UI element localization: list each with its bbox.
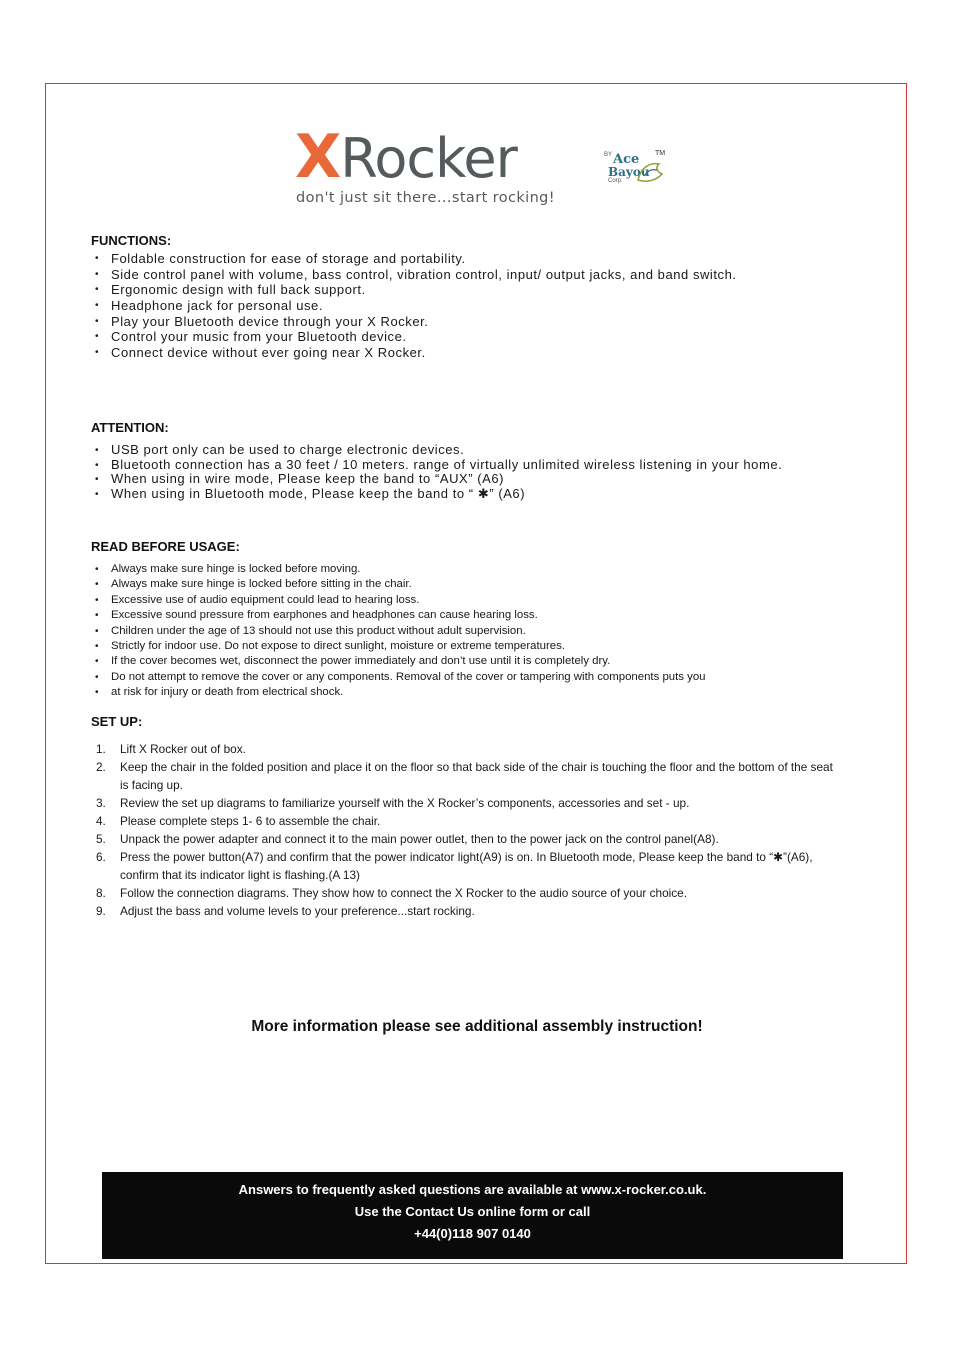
bullet-icon: •	[95, 445, 100, 456]
bullet-icon: •	[95, 331, 100, 343]
logo-by: BY	[604, 152, 613, 158]
bullet-icon: •	[95, 284, 100, 296]
bullet-icon: •	[95, 474, 100, 485]
read-before-usage-list	[95, 562, 706, 701]
list-item: 3. Review the set up diagrams to familiarize yourself with the X Rocker’s components, accessories and set - up.	[96, 796, 690, 810]
footer-phone: +44(0)118 907 0140	[414, 1226, 531, 1241]
list-item: • When using in wire mode, Please keep the band to “AUX” (A6)	[95, 471, 505, 486]
x-rocker-logo	[295, 122, 675, 210]
bullet-icon: •	[95, 687, 99, 699]
list-item: • Children under the age of 13 should not use this product without adult supervision.	[95, 624, 706, 639]
set-up-steps	[96, 740, 840, 920]
list-item: 4. Please complete steps 1- 6 to assemble the chair.	[96, 814, 381, 828]
functions-list	[95, 251, 737, 361]
list-item: • Control your music from your Bluetooth device.	[95, 329, 407, 345]
list-item: • Foldable construction for ease of storage and portability.	[95, 251, 466, 266]
list-item: • When using in Bluetooth mode, Please keep the band to “ ✱” (A6)	[95, 485, 526, 501]
logo-wordmark: XRocker	[295, 122, 517, 192]
list-item: • Always make sure hinge is locked before sitting in the chair.	[95, 577, 706, 592]
bullet-icon: •	[95, 564, 99, 575]
attention-list	[95, 443, 782, 501]
list-item: • USB port only can be used to charge electronic devices.	[95, 442, 465, 457]
set-up-heading: SET UP:	[91, 714, 143, 729]
bullet-icon: •	[95, 268, 100, 280]
list-item: • If the cover becomes wet, disconnect the power immediately and don’t use until it is completely dry.	[95, 654, 706, 669]
list-item: • Excessive sound pressure from earphones and headphones can cause hearing loss.	[95, 608, 706, 623]
list-item: • Do not attempt to remove the cover or any components. Removal of the cover or tampering with components puts you	[95, 670, 706, 685]
list-item: 8. Follow the connection diagrams. They show how to connect the X Rocker to the audio source of your choice.	[96, 886, 687, 900]
attention-heading: ATTENTION:	[91, 420, 169, 435]
list-item: • Side control panel with volume, bass control, vibration control, input/ output jacks, and band switch.	[95, 266, 737, 282]
list-item: • Bluetooth connection has a 30 feet / 10 meters. range of virtually unlimited wireless listening in your home.	[95, 456, 783, 472]
bullet-icon: •	[95, 459, 100, 471]
footer-faq-line: Answers to frequently asked questions are available at www.x-rocker.co.uk.	[238, 1182, 707, 1197]
bullet-icon: •	[95, 300, 100, 312]
list-item: 1. Lift X Rocker out of box.	[96, 742, 246, 756]
bullet-icon: •	[95, 579, 99, 591]
list-item: • Strictly for indoor use. Do not expose to direct sunlight, moisture or extreme temperatures.	[95, 639, 706, 654]
footer-contact-line: Use the Contact Us online form or call	[354, 1204, 591, 1219]
more-info-notice: More information please see additional assembly instruction!	[251, 1018, 703, 1035]
logo-ace: Ace	[613, 152, 640, 167]
logo-bayou: Bayou	[608, 165, 650, 179]
bullet-icon: •	[95, 610, 99, 622]
bullet-icon: •	[95, 625, 99, 637]
list-item: • Play your Bluetooth device through your X Rocker.	[95, 313, 429, 329]
list-item: • Headphone jack for personal use.	[95, 298, 324, 314]
list-item: • Excessive use of audio equipment could lead to hearing loss.	[95, 593, 706, 608]
ace-bayou-crest-icon	[635, 158, 665, 186]
bullet-icon: •	[95, 253, 100, 264]
functions-heading: FUNCTIONS:	[91, 233, 172, 248]
bullet-icon: •	[95, 594, 99, 606]
logo-corp: Corp.	[608, 178, 623, 184]
list-item: • Connect device without ever going near X Rocker.	[95, 345, 426, 361]
bullet-icon: •	[95, 488, 100, 500]
list-item: • at risk for injury or death from electrical shock.	[95, 685, 706, 700]
list-item: 2. Keep the chair in the folded position and place it on the floor so that back side of the chair is touching the floor and the bottom of the seat is facing up.	[96, 760, 833, 792]
bullet-icon: •	[95, 315, 100, 327]
logo-trademark: TM	[655, 150, 666, 157]
list-item: 9. Adjust the bass and volume levels to your preference...start rocking.	[96, 904, 475, 918]
bullet-icon: •	[95, 347, 100, 359]
list-item: 5. Unpack the power adapter and connect it to the main power outlet, then to the power jack on the control panel(A8).	[96, 832, 719, 846]
list-item: • Ergonomic design with full back support.	[95, 282, 366, 298]
list-item: 6. Press the power button(A7) and confirm that the power indicator light(A9) is on. In Bluetooth mode, Please keep the band to “✱”(A6), confirm that its indicator light is flashing.(A 13)	[96, 850, 813, 882]
read-before-usage-heading: READ BEFORE USAGE:	[91, 539, 240, 554]
bullet-icon: •	[95, 656, 99, 668]
list-item: • Always make sure hinge is locked before moving.	[95, 562, 706, 577]
logo-tagline: don't just sit there...start rocking!	[296, 190, 555, 206]
footer-contact-box	[102, 1172, 843, 1259]
bullet-icon: •	[95, 671, 99, 683]
bullet-icon: •	[95, 640, 99, 652]
